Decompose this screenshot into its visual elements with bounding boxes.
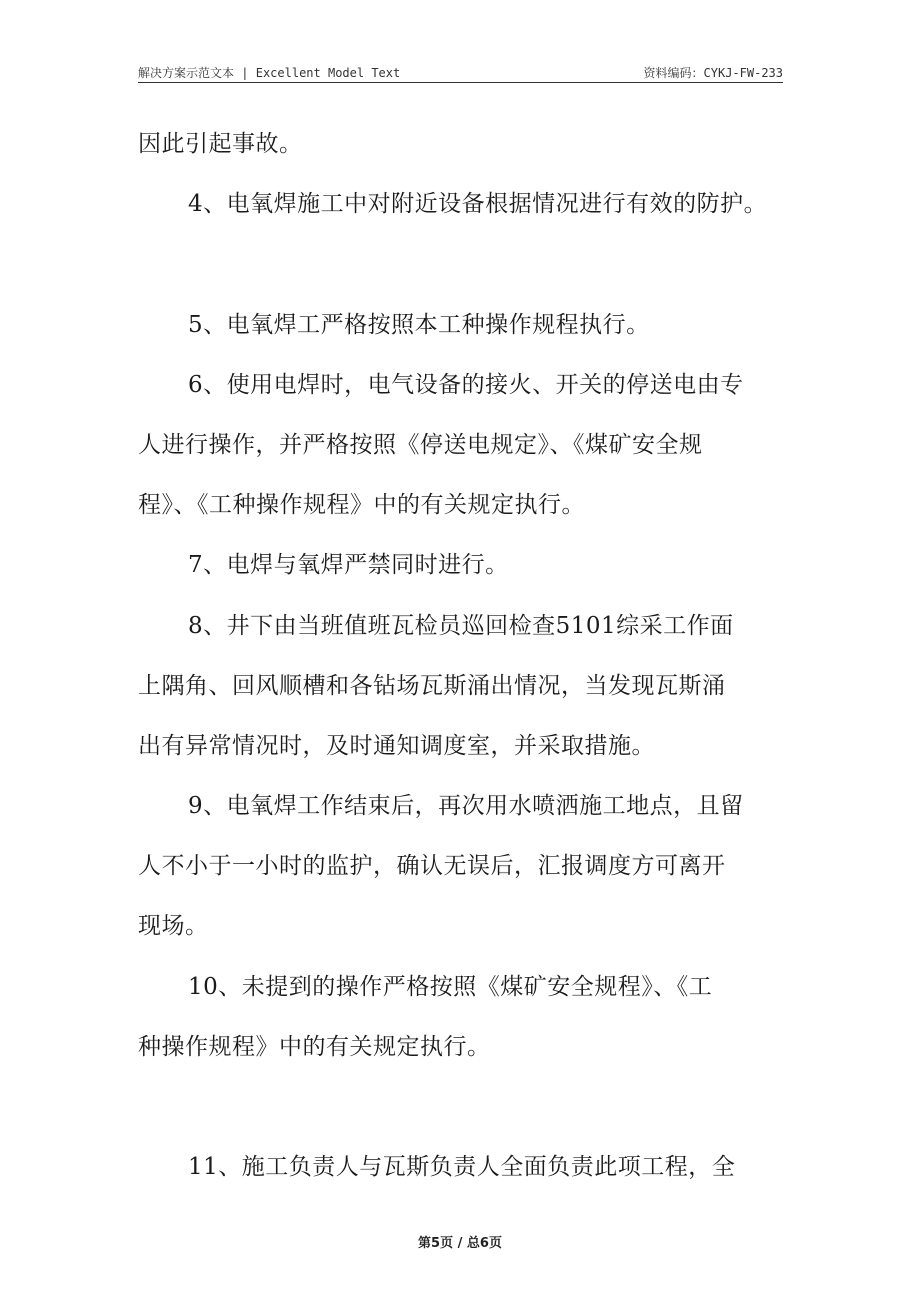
body-line-15: 11、施工负责人与瓦斯负责人全面负责此项工程，全 xyxy=(188,1154,736,1180)
page-suffix: 页 xyxy=(488,1236,502,1251)
body-line-4: 人进行操作，并严格按照《停送电规定》、《煤矿安全规 xyxy=(138,432,703,458)
body-line-9: 出有异常情况时，及时通知调度室，并采取措施。 xyxy=(138,733,655,759)
page-prefix: 第 xyxy=(418,1236,432,1251)
header-right xyxy=(644,64,784,81)
page-footer xyxy=(0,1232,920,1251)
body-line-14: 种操作规程》中的有关规定执行。 xyxy=(138,1034,491,1060)
page-current: 5 xyxy=(431,1236,441,1251)
body-line-12: 现场。 xyxy=(138,913,209,939)
page-total: 6 xyxy=(479,1236,489,1251)
body-line-1: 4、电氧焊施工中对附近设备根据情况进行有效的防护。 xyxy=(188,191,768,217)
doc-code-label: 资料编码： xyxy=(643,66,704,80)
body-line-8: 上隅角、回风顺槽和各钻场瓦斯涌出情况，当发现瓦斯涌 xyxy=(138,673,726,699)
body-line-13: 10、未提到的操作严格按照《煤矿安全规程》、《工 xyxy=(188,974,713,1000)
body-line-5: 程》、《工种操作规程》中的有关规定执行。 xyxy=(138,492,585,518)
page-mid: 页 / 总 xyxy=(440,1236,480,1251)
header-left xyxy=(138,64,400,81)
body-line-0: 因此引起事故。 xyxy=(138,131,303,157)
body-line-10: 9、电氧焊工作结束后，再次用水喷洒施工地点，且留 xyxy=(188,793,744,819)
header-title: 解决方案示范文本 xyxy=(138,66,235,80)
body-line-3: 6、使用电焊时，电气设备的接火、开关的停送电由专 xyxy=(188,372,744,398)
header-separator: | xyxy=(241,66,249,80)
page-header xyxy=(138,62,783,83)
body-line-11: 人不小于一小时的监护，确认无误后，汇报调度方可离开 xyxy=(138,853,726,879)
body-line-7: 8、井下由当班值班瓦检员巡回检查5101综采工作面 xyxy=(188,613,734,639)
doc-code: CYKJ-FW-233 xyxy=(703,66,783,80)
body-line-2: 5、电氧焊工严格按照本工种操作规程执行。 xyxy=(188,312,650,338)
header-subtitle: Excellent Model Text xyxy=(255,66,401,80)
body-line-6: 7、电焊与氧焊严禁同时进行。 xyxy=(188,552,509,578)
